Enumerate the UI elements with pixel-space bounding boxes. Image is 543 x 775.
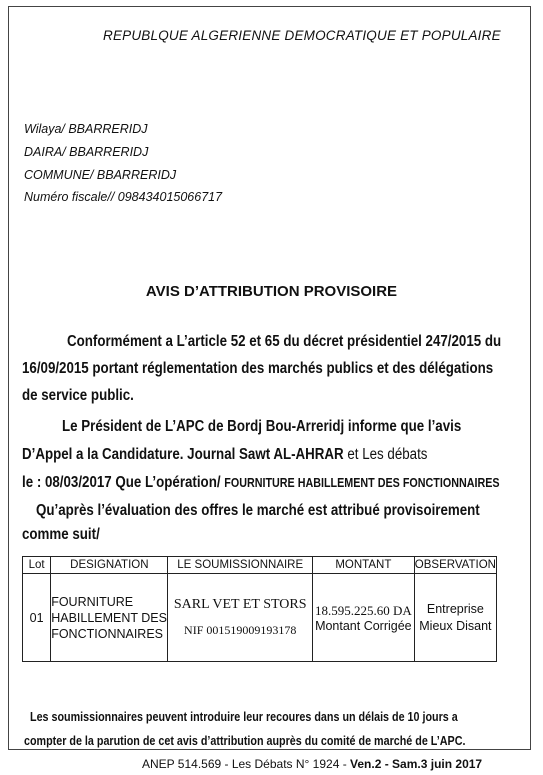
header-observation: OBSERVATION xyxy=(414,557,496,574)
bidder-name: SARL VET ET STORS xyxy=(173,597,307,612)
observation-line2: Mieux Disant xyxy=(419,618,492,633)
operation-date-text: le : 08/03/2017 Que L’opération/ xyxy=(22,474,225,491)
republic-header: REPUBLQUE ALGERIENNE DEMOCRATIQUE ET POPULAIRE xyxy=(103,28,501,43)
wilaya-line: Wilaya/ BBARRERIDJ xyxy=(24,122,148,136)
journal-text: D’Appel a la Candidature. Journal Sawt AL-AHRAR xyxy=(22,446,344,463)
para2-line3 xyxy=(22,474,500,492)
footer-line2: compter de la parution de cet avis d’attribution auprès du comité de marché de L’APC. xyxy=(24,734,466,748)
designation-line1: FOURNITURE xyxy=(51,594,134,609)
commune-line: COMMUNE/ BBARRERIDJ xyxy=(24,168,177,182)
table-header-row xyxy=(23,557,497,574)
publication-date: Ven.2 - Sam.3 juin 2017 xyxy=(350,757,483,771)
para1-line1: Conformément a L’article 52 et 65 du décret présidentiel 247/2015 du xyxy=(67,333,502,350)
bidder-nif: NIF 001519009193178 xyxy=(184,623,297,637)
cell-observation xyxy=(414,574,496,662)
designation-line3: FONCTIONNAIRES xyxy=(51,626,164,641)
designation-line2: HABILLEMENT DES xyxy=(51,610,167,625)
para1-line2: 16/09/2015 portant réglementation des marchés publics et des délégations xyxy=(22,360,494,377)
para2-line2 xyxy=(22,446,427,464)
para2-line1: Le Président de L’APC de Bordj Bou-Arreridj informe que l’avis xyxy=(62,418,462,435)
amount-note: Montant Corrigée xyxy=(315,618,412,633)
daira-line: DAIRA/ BBARRERIDJ xyxy=(24,145,149,159)
notice-title: AVIS D’ATTRIBUTION PROVISOIRE xyxy=(145,283,398,300)
table-row xyxy=(23,574,497,662)
observation-line1: Entreprise xyxy=(426,601,484,616)
header-lot: Lot xyxy=(23,557,51,574)
para2-line4: Qu’après l’évaluation des offres le marché est attribué provisoirement xyxy=(36,502,480,519)
cell-lot: 01 xyxy=(23,574,51,662)
publication-source xyxy=(142,757,482,771)
cell-designation xyxy=(51,574,168,662)
header-soumissionnaire: LE SOUMISSIONNAIRE xyxy=(168,557,312,574)
fiscal-number: Numéro fiscale// 098434015066717 xyxy=(24,190,223,204)
anep-reference: ANEP 514.569 - Les Débats N° 1924 - xyxy=(142,757,351,771)
footer-line1: Les soumissionnaires peuvent introduire leur recoures dans un délais de 10 jours a xyxy=(30,710,458,724)
cell-soumissionnaire xyxy=(168,574,312,662)
les-debats-text: et Les débats xyxy=(343,446,428,463)
para2-line5: comme suit/ xyxy=(22,526,100,543)
cell-montant xyxy=(312,574,414,662)
operation-name: FOURNITURE HABILLEMENT DES FONCTIONNAIRES xyxy=(224,476,500,490)
para1-line3: de service public. xyxy=(22,387,134,404)
header-designation: DESIGNATION xyxy=(51,557,168,574)
results-table xyxy=(22,556,497,662)
header-montant: MONTANT xyxy=(312,557,414,574)
amount-value: 18.595.225.60 DA xyxy=(314,602,412,618)
